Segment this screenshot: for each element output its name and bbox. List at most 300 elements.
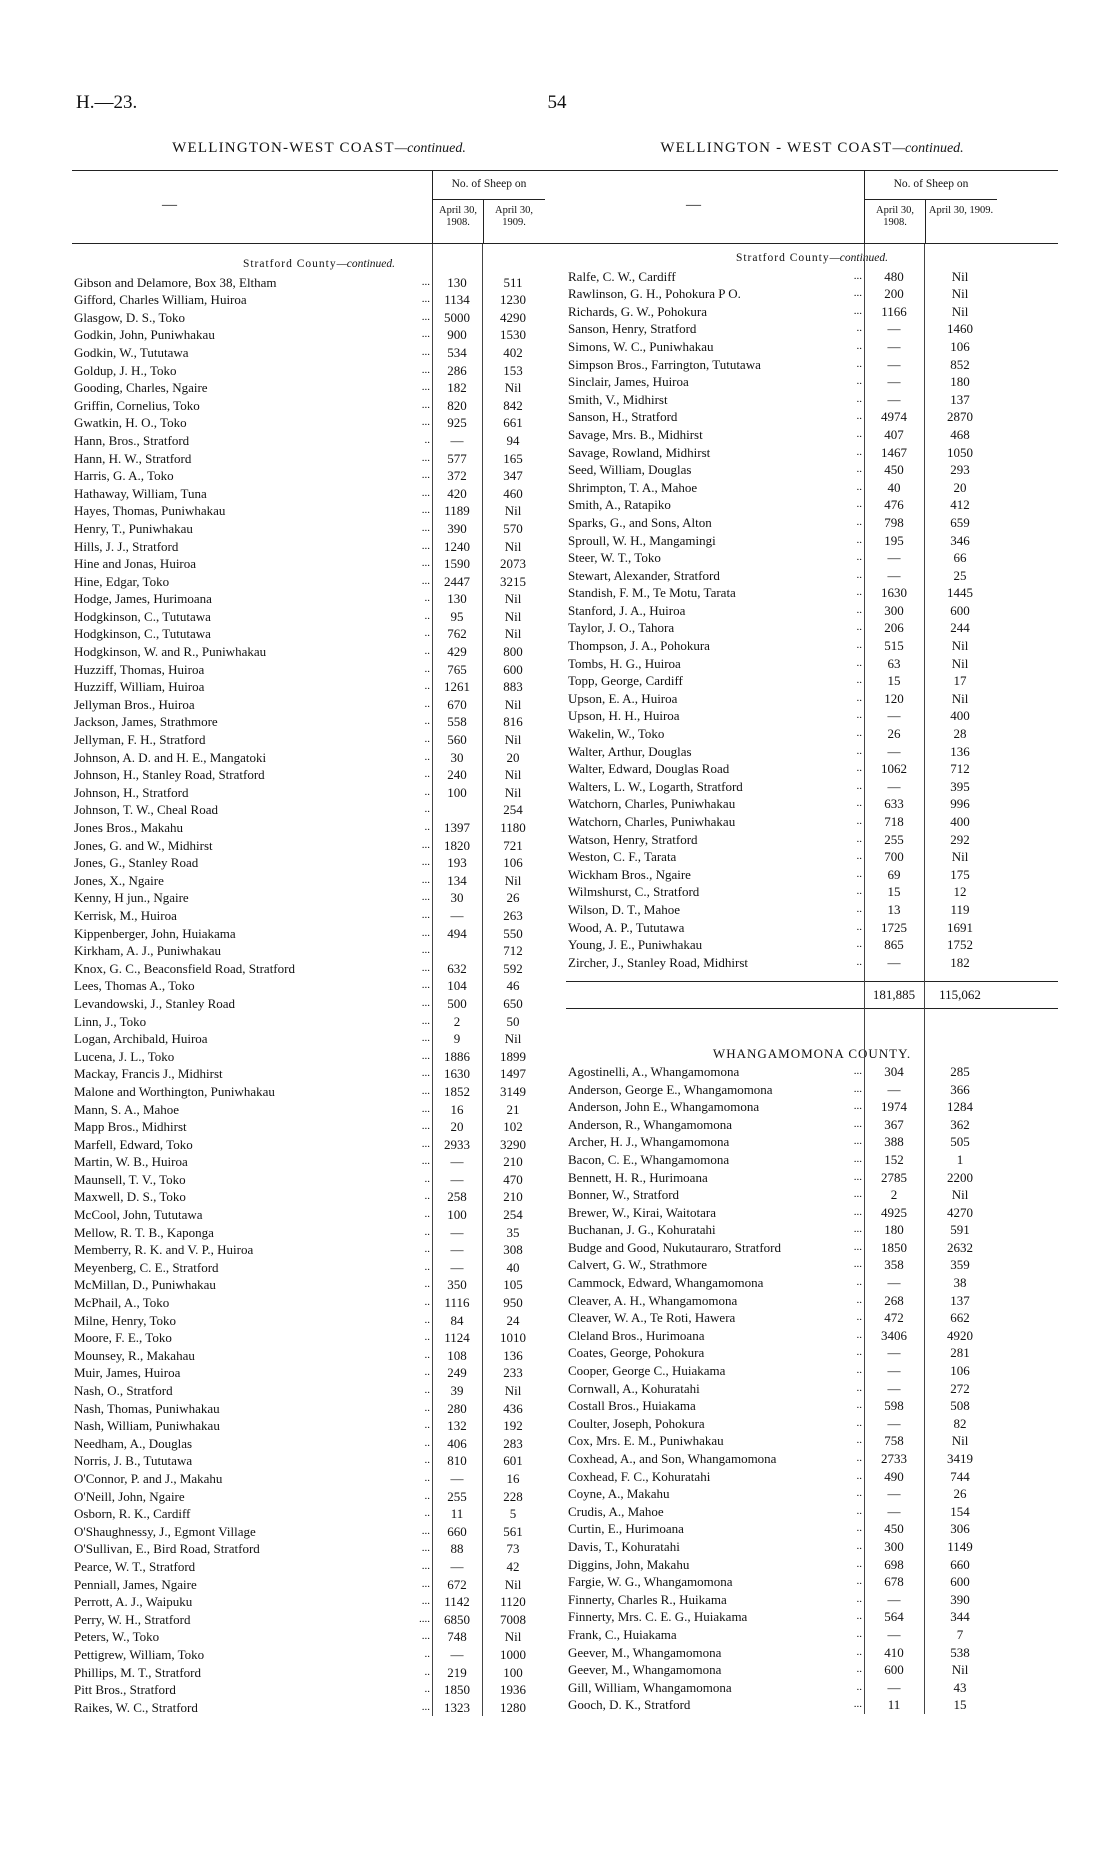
owner-name: Norris, J. B., Tututawa (74, 1453, 193, 1469)
sheep-1908: — (887, 1591, 901, 1607)
sheep-1908: 2733 (881, 1451, 907, 1466)
owner-name: Brewer, W., Kirai, Waitotara (568, 1204, 717, 1220)
table-row (72, 1435, 566, 1453)
owner-name: Godkin, W., Tututawa (74, 344, 189, 360)
sheep-1909: Nil (504, 1383, 522, 1398)
owner-name: Gwatkin, H. O., Toko (74, 415, 187, 431)
owner-name: Finnerty, Charles R., Huikama (568, 1591, 727, 1607)
owner-name: Curtin, E., Hurimoana (568, 1521, 684, 1537)
owner-name: Savage, Rowland, Midhirst (568, 444, 711, 460)
owner-name: Standish, F. M., Te Motu, Tarata (568, 585, 736, 601)
owner-name: Raikes, W. C., Stratford (74, 1699, 198, 1715)
sheep-1909: Nil (951, 268, 969, 284)
owner-name: Diggins, John, Makahu (568, 1556, 690, 1572)
sheep-1908: 69 (887, 866, 901, 882)
owner-name: Hann, H. W., Stratford (74, 450, 192, 466)
sheep-1909: 106 (503, 855, 523, 871)
sheep-1909: 470 (503, 1171, 523, 1187)
header-rule (865, 199, 997, 200)
leader-dots: ... (421, 1120, 430, 1133)
owner-name: Gill, William, Whangamomona (568, 1679, 732, 1695)
sheep-1908: 219 (447, 1664, 467, 1680)
table-row (566, 1292, 1058, 1310)
sheep-1909: 105 (503, 1277, 523, 1293)
sheep-1909: 600 (503, 661, 523, 677)
sheep-1908: 758 (884, 1433, 904, 1449)
owner-name: Anderson, John E., Whangamomona (568, 1099, 760, 1115)
owner-name: Stanford, J. A., Huiroa (568, 602, 686, 618)
sheep-1909: 42 (506, 1558, 520, 1574)
owner-name: Bonner, W., Stratford (568, 1187, 680, 1203)
table-row (72, 344, 566, 362)
owner-name: Griffin, Cornelius, Toko (74, 397, 200, 413)
table-row (72, 749, 566, 767)
sheep-1909: Nil (504, 732, 522, 748)
stratford-county-total (566, 981, 1058, 1009)
sheep-1909: 1010 (500, 1330, 526, 1346)
table-row (72, 1382, 566, 1400)
table-row (566, 268, 1058, 286)
table-row (72, 801, 566, 819)
owner-name: Goldup, J. H., Toko (74, 362, 177, 378)
sheep-1908: 2 (453, 1013, 461, 1029)
leader-dots: ... (853, 1698, 862, 1711)
sheep-1908: 420 (447, 485, 467, 501)
leader-dots: ... (421, 310, 430, 323)
table-row (72, 1558, 566, 1576)
owner-name: Memberry, R. K. and V. P., Huiroa (74, 1242, 254, 1258)
sheep-1909: 538 (950, 1644, 970, 1660)
owner-name: Mackay, Francis J., Midhirst (74, 1066, 223, 1082)
sheep-1908: 1240 (444, 538, 470, 554)
column-rule (864, 244, 865, 1714)
table-row (566, 1256, 1058, 1274)
sheep-1909: 400 (950, 814, 970, 829)
table-row (566, 690, 1058, 708)
sheep-1908: — (887, 1503, 901, 1519)
sheep-1909: 712 (503, 943, 523, 959)
sheep-1909: 592 (503, 960, 523, 976)
table-row (72, 326, 566, 344)
leader-dots: .. (424, 697, 430, 710)
sheep-1908: 490 (884, 1468, 904, 1484)
owner-name: Coyne, A., Makahu (568, 1486, 670, 1502)
sheep-1908: 1189 (444, 503, 470, 519)
sheep-1908: 1850 (881, 1239, 907, 1255)
sheep-1908: 515 (884, 638, 904, 654)
sheep-1908: 558 (447, 714, 467, 730)
sheep-1908: 406 (447, 1435, 467, 1451)
table-row (72, 925, 566, 943)
owner-name: Geever, M., Whangamomona (568, 1662, 722, 1678)
leader-dots: .. (424, 1471, 430, 1484)
table-row (566, 1204, 1058, 1222)
table-row (72, 854, 566, 872)
table-row (72, 1470, 566, 1488)
sheep-1909: 1149 (947, 1538, 973, 1554)
leader-dots: .. (424, 1384, 430, 1396)
sheep-1909: Nil (504, 1576, 522, 1592)
sheep-1909: 154 (950, 1503, 970, 1519)
table-row (566, 813, 1058, 831)
sheep-1908: 88 (450, 1541, 464, 1557)
owner-name: Watchorn, Charles, Puniwhakau (568, 814, 736, 829)
sheep-1908: 6850 (444, 1611, 470, 1627)
table-row (72, 1523, 566, 1541)
sheep-1908: 450 (884, 1521, 904, 1537)
leader-dots: ... (421, 416, 430, 429)
left-table-header (72, 170, 566, 244)
leader-dots: .. (424, 1436, 430, 1449)
sheep-1909: 175 (950, 866, 970, 882)
sheep-1909: 400 (950, 708, 970, 724)
leader-dots: .. (856, 1381, 862, 1394)
sheep-1909: 511 (503, 274, 523, 290)
table-row (72, 625, 566, 643)
table-row (566, 584, 1058, 602)
table-row (72, 1576, 566, 1594)
table-row (72, 1664, 566, 1682)
sheep-1909: Nil (504, 608, 522, 624)
owner-name: Jellyman Bros., Huiroa (74, 696, 195, 712)
sheep-1909: 659 (950, 514, 970, 530)
table-row (72, 1488, 566, 1506)
owner-name: Davis, T., Kohuratahi (568, 1538, 680, 1554)
sheep-1909: 1752 (947, 937, 973, 953)
table-row (72, 309, 566, 327)
owner-name: McMillan, D., Puniwhakau (74, 1277, 216, 1293)
owner-name: Lucena, J. L., Toko (74, 1048, 175, 1064)
sheep-1908: 410 (884, 1644, 904, 1660)
table-row (72, 520, 566, 538)
sheep-1908: 407 (884, 426, 904, 442)
column-header-1909: April 30, 1909. (495, 205, 533, 228)
sheep-1909: 102 (503, 1119, 523, 1135)
owner-name: Penniall, James, Ngaire (74, 1576, 197, 1592)
table-row (566, 1432, 1058, 1450)
leader-dots: ... (421, 275, 430, 288)
table-row (72, 713, 566, 731)
leader-dots: .. (424, 433, 430, 446)
left-column-title: WELLINGTON-WEST COAST—continued. (172, 140, 466, 156)
table-row (566, 1626, 1058, 1644)
sheep-1909: 94 (506, 432, 520, 448)
leader-dots: ... (421, 521, 430, 534)
table-row (566, 1274, 1058, 1292)
sheep-1909: 412 (950, 497, 970, 513)
owner-name: Kirkham, A. J., Puniwhakau (74, 943, 221, 959)
table-row (72, 1400, 566, 1418)
owner-name: Cleaver, W. A., Te Roti, Hawera (568, 1310, 736, 1326)
sheep-1908: — (887, 778, 901, 794)
sheep-1909: 395 (950, 778, 970, 794)
sheep-1908: — (887, 550, 901, 566)
sheep-1909: 308 (503, 1242, 523, 1258)
table-row (566, 1380, 1058, 1398)
leader-dots: .. (856, 375, 862, 388)
leader-dots: ... (421, 574, 430, 587)
leader-dots: .. (856, 1539, 862, 1552)
sheep-1908: — (887, 1345, 901, 1361)
table-row (72, 467, 566, 485)
table-row (566, 1098, 1058, 1116)
table-row (72, 1259, 566, 1277)
leader-dots: ... (853, 269, 862, 282)
sheep-1908: — (450, 1646, 464, 1662)
owner-name: Mapp Bros., Midhirst (74, 1119, 187, 1135)
leader-dots: ... (853, 1223, 862, 1236)
leader-dots: .. (856, 691, 862, 704)
table-row (566, 1169, 1058, 1187)
table-row (72, 1013, 566, 1031)
leader-dots: ... (421, 979, 430, 992)
sheep-1908: 476 (884, 497, 904, 513)
table-row (72, 766, 566, 784)
sheep-1908: 534 (447, 344, 467, 360)
leader-dots: .. (424, 1243, 430, 1256)
sheep-1908: 633 (884, 796, 904, 812)
sheep-1908: 268 (884, 1292, 904, 1308)
table-row (72, 485, 566, 503)
owner-name: Osborn, R. K., Cardiff (74, 1506, 191, 1522)
owner-name: Cleland Bros., Hurimoana (568, 1327, 705, 1343)
leader-dots: .. (424, 803, 430, 816)
sheep-1909: 106 (950, 338, 970, 354)
sheep-1909: 263 (503, 907, 523, 923)
sheep-1909: Nil (504, 503, 522, 519)
leader-dots: .. (856, 727, 862, 740)
owner-name: Coulter, Joseph, Pohokura (568, 1415, 705, 1431)
right-column-title: WELLINGTON - WEST COAST—continued. (660, 140, 964, 156)
owner-name: Levandowski, J., Stanley Road (74, 995, 236, 1011)
sheep-1909: 2073 (500, 556, 526, 572)
sheep-1908: 1261 (444, 679, 470, 695)
owner-name: Meyenberg, C. E., Stratford (74, 1259, 219, 1275)
owner-name: Hodgkinson, C., Tututawa (74, 608, 211, 624)
sheep-1909: 2200 (947, 1169, 973, 1185)
table-row (72, 1646, 566, 1664)
owner-name: Gooch, D. K., Stratford (568, 1697, 691, 1713)
table-row (566, 1503, 1058, 1521)
leader-dots: .. (856, 1557, 862, 1570)
sheep-1909: 254 (503, 802, 523, 818)
leader-dots: ... (853, 1064, 862, 1077)
owner-name: Nash, O., Stratford (74, 1383, 173, 1398)
sheep-1909: 17 (953, 673, 967, 689)
owner-name: Watson, Henry, Stratford (568, 831, 698, 847)
sheep-1909: 46 (506, 978, 520, 994)
owner-name: Upson, H. H., Huiroa (568, 708, 680, 724)
sheep-1908: 100 (447, 784, 467, 800)
sheep-1909: 366 (950, 1081, 970, 1097)
leader-dots: .. (856, 498, 862, 511)
leader-dots: ... (421, 1049, 430, 1062)
leader-dots: ... (421, 381, 430, 394)
table-row (566, 795, 1058, 813)
table-row (72, 1294, 566, 1312)
owner-name: Sanson, H., Stratford (568, 409, 678, 425)
leader-dots: .. (856, 744, 862, 757)
owner-name: Mounsey, R., Makahau (74, 1347, 195, 1363)
sheep-1909: 5 (509, 1506, 517, 1522)
right-column (566, 140, 1058, 1714)
table-row (566, 1344, 1058, 1362)
table-row (566, 479, 1058, 497)
leader-dots: ... (853, 1170, 862, 1183)
column-header-1908: April 30, 1908. (876, 205, 914, 228)
owner-name: Crudis, A., Mahoe (568, 1503, 664, 1519)
sheep-1909: 996 (950, 796, 970, 812)
table-row (72, 872, 566, 890)
owner-name: Huzziff, Thomas, Huiroa (74, 661, 205, 677)
sheep-1908: 810 (447, 1453, 467, 1469)
owner-name: Cooper, George C., Huiakama (568, 1363, 726, 1379)
owner-name: Taylor, J. O., Tahora (568, 620, 675, 636)
leader-dots: .. (424, 1172, 430, 1185)
leader-dots: ... (421, 1084, 430, 1097)
table-row (566, 866, 1058, 884)
owner-name: Milne, Henry, Toko (74, 1312, 176, 1328)
sheep-1909: 233 (503, 1365, 523, 1381)
table-row (72, 1136, 566, 1154)
leader-dots: ... (421, 293, 430, 306)
sheep-1909: Nil (951, 1187, 969, 1203)
owner-name: Pearce, W. T., Stratford (74, 1558, 196, 1574)
table-row (72, 819, 566, 837)
sheep-1909: 390 (950, 1591, 970, 1607)
table-row (72, 502, 566, 520)
header-divider (483, 199, 484, 243)
leader-dots: ... (853, 1100, 862, 1113)
leader-dots: ... (421, 961, 430, 974)
table-row (72, 397, 566, 415)
sheep-1909: 43 (953, 1679, 967, 1695)
owner-name: Thompson, J. A., Pohokura (568, 638, 710, 654)
sheep-1909: Nil (504, 626, 522, 642)
table-row (72, 696, 566, 714)
sheep-1908: 480 (884, 268, 904, 284)
owner-name: Phillips, M. T., Stratford (74, 1664, 201, 1680)
sheep-1909: 816 (503, 714, 523, 730)
sheep-1908: 258 (447, 1189, 467, 1205)
leader-dots: .. (424, 1348, 430, 1361)
owner-name: Maxwell, D. S., Toko (74, 1189, 186, 1205)
sheep-1908: 26 (887, 726, 901, 742)
table-row (566, 320, 1058, 338)
sheep-1909: Nil (951, 638, 969, 654)
sheep-1908: — (887, 356, 901, 372)
table-row (566, 672, 1058, 690)
left-table-body (72, 244, 566, 1716)
table-row (566, 954, 1058, 972)
sheep-1909: 100 (503, 1664, 523, 1680)
leader-dots: .. (856, 1592, 862, 1605)
sheep-1908: 670 (447, 696, 467, 712)
leader-dots: ... (853, 1082, 862, 1095)
table-row (566, 426, 1058, 444)
leader-dots: .. (424, 1190, 430, 1203)
leader-dots: .. (856, 1663, 862, 1676)
owner-name: Mann, S. A., Mahoe (74, 1101, 180, 1117)
sheep-1909: 293 (950, 462, 970, 478)
sheep-1909: 662 (950, 1310, 970, 1326)
owner-name: Fargie, W. G., Whangamomona (568, 1574, 733, 1590)
sheep-1909: 3290 (500, 1136, 526, 1152)
leader-dots: .. (856, 902, 862, 915)
owner-name: Perry, W. H., Stratford (74, 1611, 191, 1627)
leader-dots: ... (853, 1205, 862, 1218)
table-row (566, 1679, 1058, 1697)
sheep-1908: 84 (450, 1312, 464, 1328)
table-row (566, 391, 1058, 409)
table-row (566, 1608, 1058, 1626)
table-row (566, 1221, 1058, 1239)
sheep-1908: 900 (447, 327, 467, 343)
leader-dots: .. (856, 427, 862, 440)
table-row (566, 303, 1058, 321)
table-row (566, 1573, 1058, 1591)
sheep-1909: 4920 (947, 1327, 973, 1343)
owner-name: Finnerty, Mrs. C. E. G., Huiakama (568, 1609, 748, 1625)
owner-name: Jellyman, F. H., Stratford (74, 732, 206, 748)
sheep-1909: 601 (503, 1453, 523, 1469)
leader-dots: ... (421, 504, 430, 517)
section-heading-suffix: —continued. (336, 258, 396, 270)
leader-dots: ... (421, 539, 430, 552)
owner-name: Geever, M., Whangamomona (568, 1644, 722, 1660)
sheep-1909: 1180 (500, 820, 526, 835)
table-row (566, 1133, 1058, 1151)
table-row (566, 936, 1058, 954)
column-header-1909: April 30, 1909. (928, 205, 994, 216)
section-heading-stratford-county (72, 256, 566, 274)
sheep-1908: 13 (887, 901, 901, 917)
sheep-1908: 700 (884, 849, 904, 865)
owner-name: Sparks, G., and Sons, Alton (568, 514, 712, 530)
sheep-1909: 744 (950, 1468, 970, 1484)
sheep-1908: 820 (447, 397, 467, 413)
sheep-1909: 228 (503, 1488, 523, 1504)
owner-name: Nash, William, Puniwhakau (74, 1418, 220, 1434)
table-row (72, 661, 566, 679)
sheep-1908: 2 (890, 1187, 898, 1203)
sheep-1909: Nil (504, 1629, 522, 1645)
table-row (566, 514, 1058, 532)
sheep-count-header: No. of Sheep on (893, 178, 969, 190)
leader-dots: .. (856, 1276, 862, 1289)
leader-dots: .. (424, 1647, 430, 1660)
leader-dots: .. (856, 1627, 862, 1640)
sheep-1909: 28 (953, 726, 967, 742)
owner-name: Coxhead, F. C., Kohuratahi (568, 1468, 711, 1484)
sheep-1909: 712 (950, 761, 970, 777)
sheep-1908: 1134 (444, 292, 470, 308)
leader-dots: .. (856, 1452, 862, 1464)
sheep-1908: 560 (447, 732, 467, 748)
sheep-1908: 1467 (881, 444, 907, 460)
sheep-1908: 632 (447, 960, 467, 976)
leader-dots: .. (856, 533, 862, 546)
owner-name: Simpson Bros., Farrington, Tututawa (568, 356, 761, 372)
sheep-count-header-group (432, 171, 545, 243)
sheep-1909: 561 (503, 1523, 523, 1539)
owner-name: Moore, F. E., Toko (74, 1330, 172, 1346)
table-row (566, 1362, 1058, 1380)
owner-name: Hine, Edgar, Toko (74, 573, 170, 589)
table-row (72, 1329, 566, 1347)
sheep-1908: 152 (884, 1151, 904, 1167)
leader-dots: .. (424, 715, 430, 728)
